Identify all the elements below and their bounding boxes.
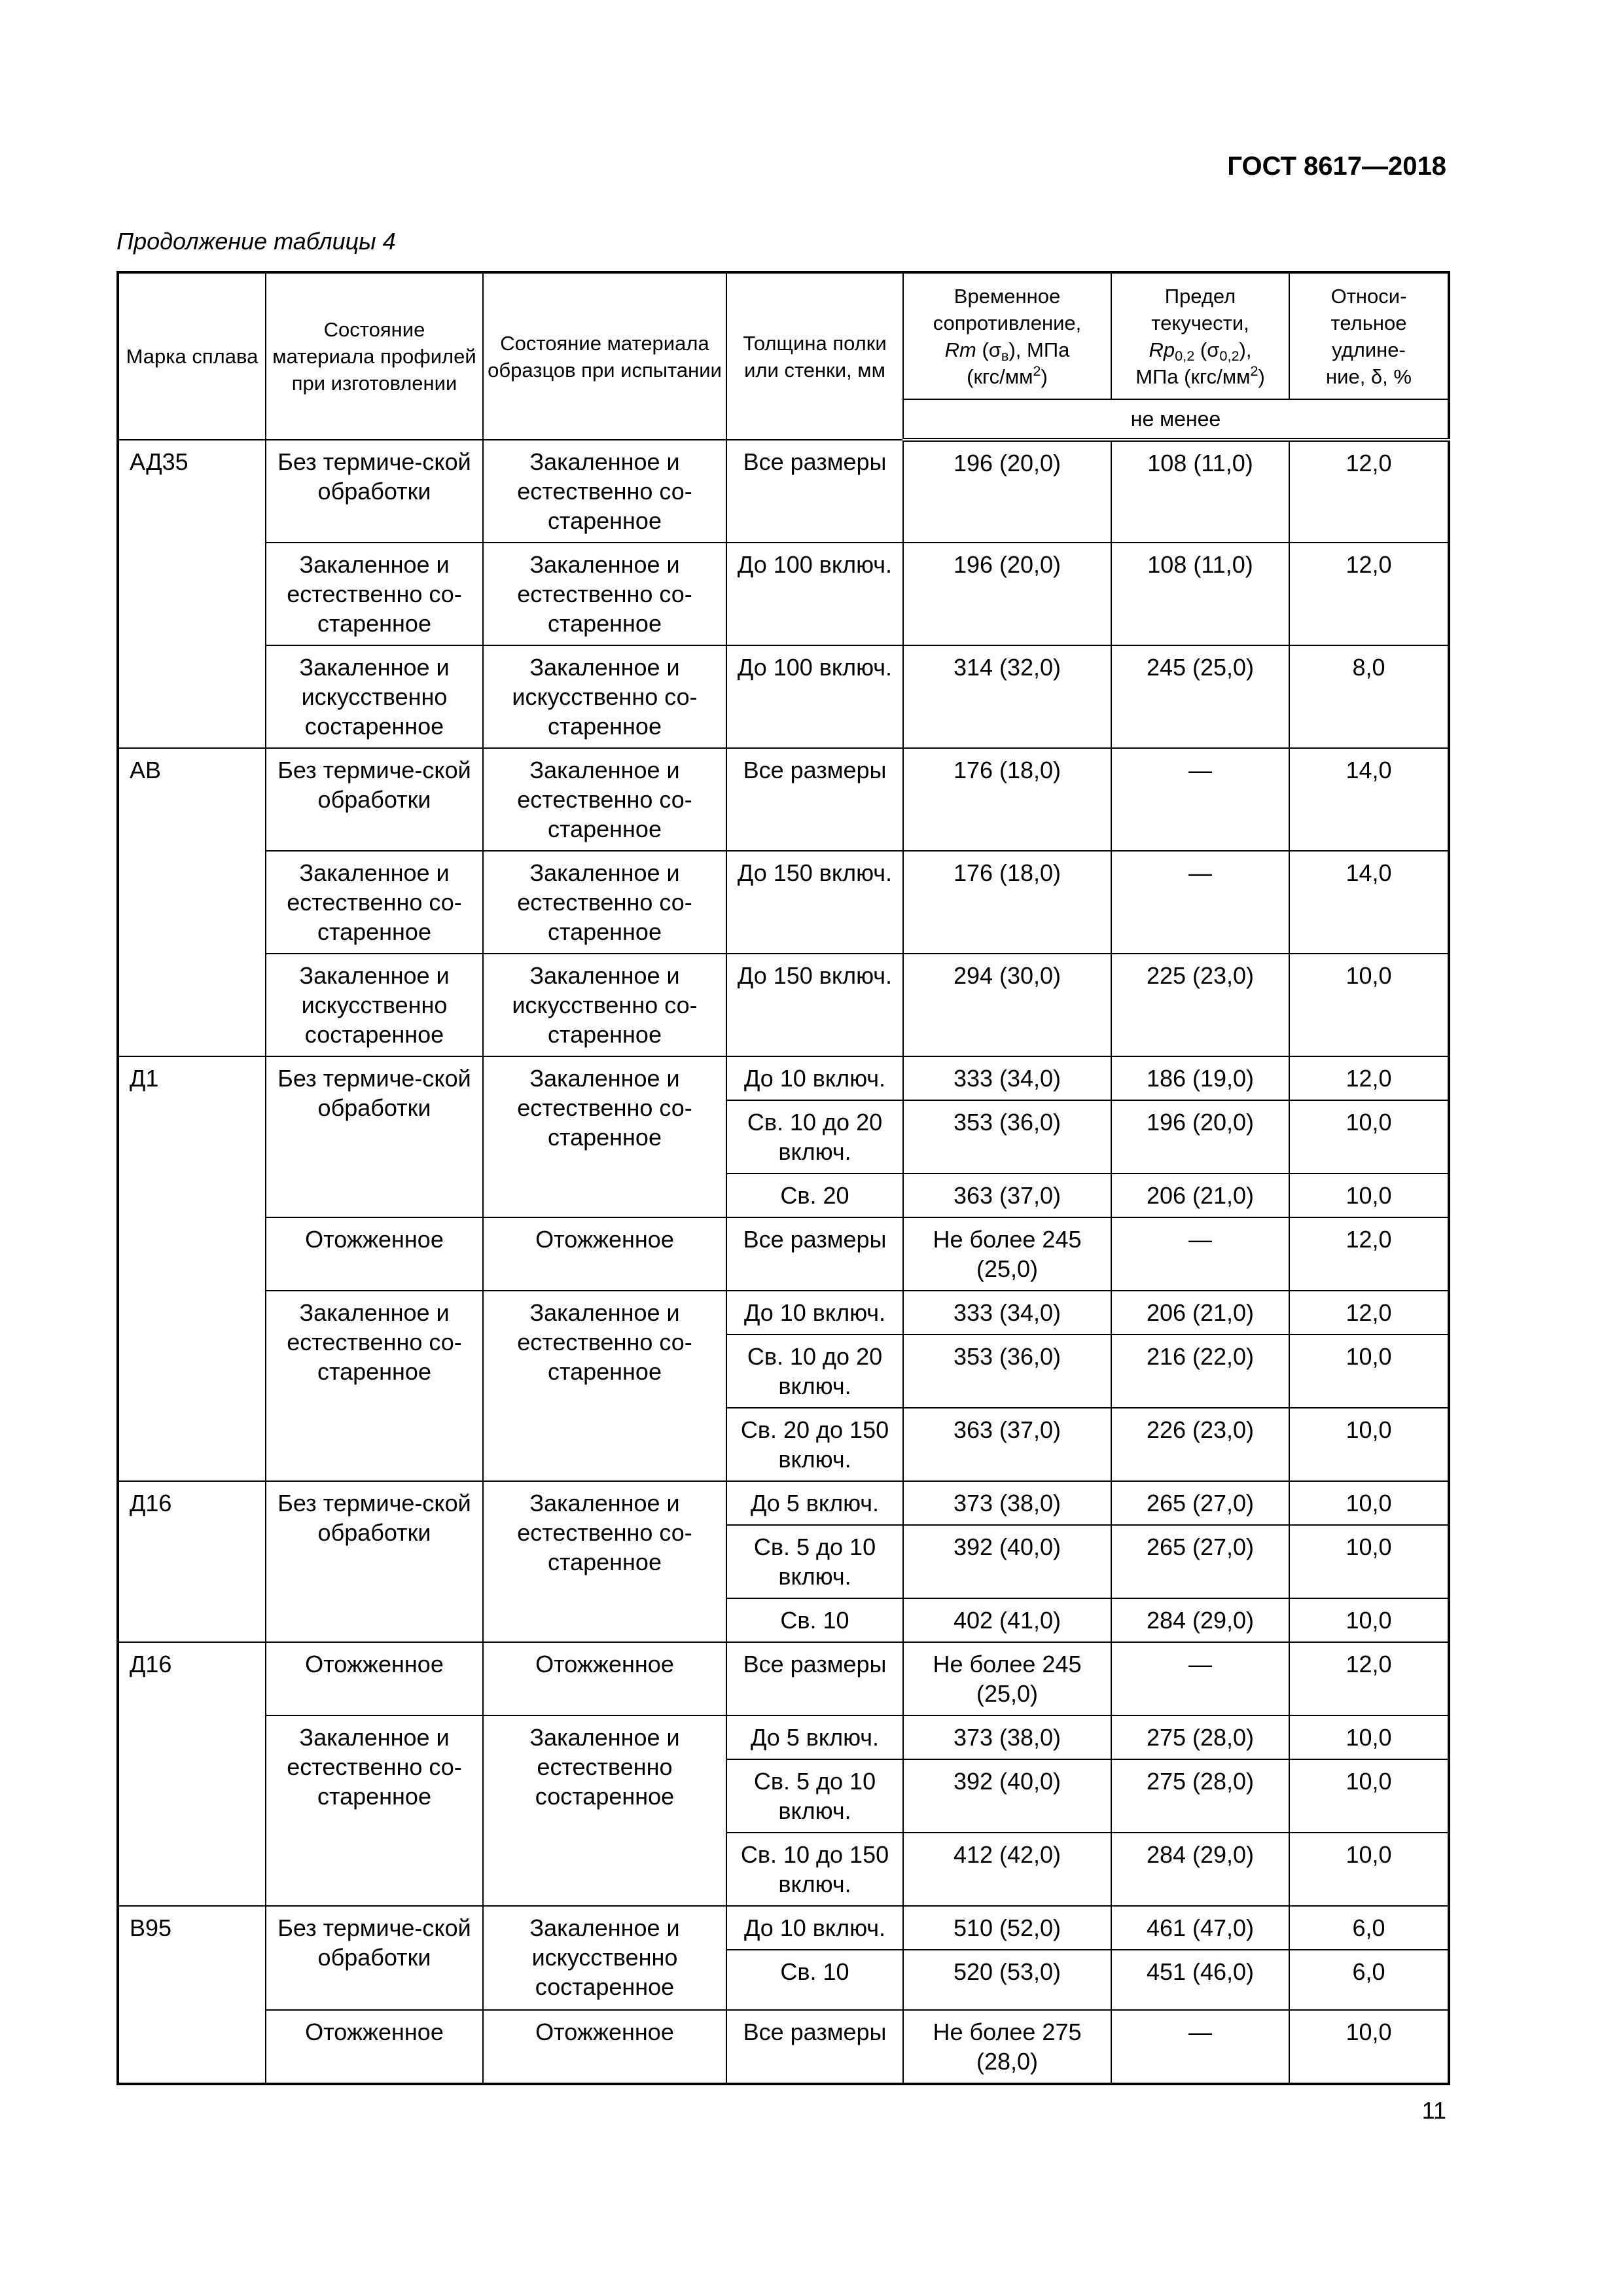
- cell-tensile: Не более 275 (28,0): [903, 2010, 1111, 2084]
- cell-elongation: 10,0: [1289, 1408, 1449, 1481]
- cell-elongation: 10,0: [1289, 1174, 1449, 1217]
- cell-tensile: 373 (38,0): [903, 1715, 1111, 1759]
- cell-yield: —: [1111, 2010, 1289, 2084]
- table-body: [118, 440, 1449, 2084]
- cell-elongation: 10,0: [1289, 2010, 1449, 2084]
- cell-tensile: 363 (37,0): [903, 1408, 1111, 1481]
- page-number: 11: [1421, 2097, 1446, 2124]
- cell-grade: АД35: [118, 440, 266, 748]
- cell-state-sample: Закаленное и искусственно со-старенное: [483, 645, 726, 748]
- cell-yield: 284 (29,0): [1111, 1598, 1289, 1642]
- cell-yield: 225 (23,0): [1111, 954, 1289, 1056]
- cell-thickness: До 150 включ.: [726, 851, 903, 954]
- cell-tensile: 392 (40,0): [903, 1759, 1111, 1833]
- cell-state-sample: Закаленное и искусственно со-старенное: [483, 954, 726, 1056]
- cell-yield: 108 (11,0): [1111, 543, 1289, 645]
- cell-elongation: 10,0: [1289, 1833, 1449, 1906]
- cell-yield: 461 (47,0): [1111, 1906, 1289, 1950]
- header-not-less: не менее: [903, 399, 1449, 440]
- cell-tensile: Не более 245 (25,0): [903, 1642, 1111, 1715]
- cell-tensile: 294 (30,0): [903, 954, 1111, 1056]
- cell-elongation: 10,0: [1289, 1100, 1449, 1174]
- cell-thickness: Св. 5 до 10 включ.: [726, 1525, 903, 1598]
- cell-elongation: 10,0: [1289, 1481, 1449, 1525]
- cell-elongation: 12,0: [1289, 440, 1449, 543]
- cell-thickness: Все размеры: [726, 1217, 903, 1291]
- header-yield-strength: Предел текучести, $Rp_{0,2}$ $(\sigma_{0,2})$, МПа $(кгс/мм^2)$: [1111, 272, 1289, 399]
- cell-tensile: 176 (18,0): [903, 748, 1111, 851]
- cell-state-profile: Закаленное и естественно со-старенное: [266, 1715, 483, 1906]
- cell-state-profile: Закаленное и естественно со-старенное: [266, 851, 483, 954]
- cell-thickness: Св. 5 до 10 включ.: [726, 1759, 903, 1833]
- cell-thickness: Все размеры: [726, 2010, 903, 2084]
- header-state-sample: Состояние материала образцов при испытании: [483, 272, 726, 440]
- cell-tensile: 333 (34,0): [903, 1056, 1111, 1100]
- cell-elongation: 10,0: [1289, 1335, 1449, 1408]
- cell-state-sample: Закаленное и искусственно состаренное: [483, 1906, 726, 2010]
- cell-state-sample: Отожженное: [483, 1642, 726, 1715]
- cell-thickness: Св. 10: [726, 1598, 903, 1642]
- cell-tensile: 314 (32,0): [903, 645, 1111, 748]
- cell-thickness: Св. 10 до 20 включ.: [726, 1335, 903, 1408]
- table-caption: Продолжение таблицы 4: [116, 228, 396, 255]
- cell-elongation: 12,0: [1289, 1056, 1449, 1100]
- cell-yield: 265 (27,0): [1111, 1525, 1289, 1598]
- cell-state-profile: Закаленное и естественно со-старенное: [266, 543, 483, 645]
- cell-state-profile: Без термиче-ской обработки: [266, 1056, 483, 1217]
- cell-tensile: 353 (36,0): [903, 1335, 1111, 1408]
- cell-tensile: 176 (18,0): [903, 851, 1111, 954]
- cell-tensile: 333 (34,0): [903, 1291, 1111, 1335]
- cell-thickness: Св. 10 до 150 включ.: [726, 1833, 903, 1906]
- cell-state-sample: Отожженное: [483, 1217, 726, 1291]
- cell-thickness: До 5 включ.: [726, 1715, 903, 1759]
- cell-grade: Д16: [118, 1642, 266, 1906]
- cell-elongation: 12,0: [1289, 1642, 1449, 1715]
- cell-elongation: 10,0: [1289, 1715, 1449, 1759]
- header-grade: Марка сплава: [118, 272, 266, 440]
- cell-elongation: 14,0: [1289, 748, 1449, 851]
- cell-yield: 451 (46,0): [1111, 1950, 1289, 2010]
- cell-yield: 284 (29,0): [1111, 1833, 1289, 1906]
- cell-state-profile: Без термиче-ской обработки: [266, 440, 483, 543]
- cell-elongation: 6,0: [1289, 1906, 1449, 1950]
- cell-state-profile: Закаленное и искусственно состаренное: [266, 954, 483, 1056]
- cell-state-sample: Отожженное: [483, 2010, 726, 2084]
- cell-yield: 108 (11,0): [1111, 440, 1289, 543]
- cell-state-sample: Закаленное и естественно со-старенное: [483, 851, 726, 954]
- cell-grade: Д16: [118, 1481, 266, 1642]
- cell-state-sample: Закаленное и естественно со-старенное: [483, 1291, 726, 1481]
- cell-tensile: 353 (36,0): [903, 1100, 1111, 1174]
- cell-elongation: 10,0: [1289, 1525, 1449, 1598]
- header-state-profile: Состояние материала профилей при изготовлении: [266, 272, 483, 440]
- cell-tensile: Не более 245 (25,0): [903, 1217, 1111, 1291]
- document-code: ГОСТ 8617—2018: [1227, 152, 1446, 181]
- cell-thickness: До 150 включ.: [726, 954, 903, 1056]
- cell-elongation: 6,0: [1289, 1950, 1449, 2010]
- cell-state-profile: Без термиче-ской обработки: [266, 748, 483, 851]
- cell-yield: —: [1111, 748, 1289, 851]
- cell-tensile: 412 (42,0): [903, 1833, 1111, 1906]
- cell-thickness: Все размеры: [726, 748, 903, 851]
- cell-tensile: 402 (41,0): [903, 1598, 1111, 1642]
- cell-thickness: До 10 включ.: [726, 1906, 903, 1950]
- cell-state-profile: Закаленное и искусственно состаренное: [266, 645, 483, 748]
- cell-tensile: 196 (20,0): [903, 543, 1111, 645]
- header-tensile-strength: Временное сопротивление, Rm $(\sigma_в)$, МПа $(кгс/мм^2)$: [903, 272, 1111, 399]
- cell-state-sample: Закаленное и естественно со-старенное: [483, 1481, 726, 1642]
- cell-yield: —: [1111, 1217, 1289, 1291]
- cell-state-profile: Закаленное и естественно со-старенное: [266, 1291, 483, 1481]
- cell-state-profile: Отожженное: [266, 1217, 483, 1291]
- cell-tensile: 520 (53,0): [903, 1950, 1111, 2010]
- cell-yield: 226 (23,0): [1111, 1408, 1289, 1481]
- cell-yield: 275 (28,0): [1111, 1759, 1289, 1833]
- cell-yield: 245 (25,0): [1111, 645, 1289, 748]
- cell-state-sample: Закаленное и естественно состаренное: [483, 1715, 726, 1906]
- cell-state-profile: Отожженное: [266, 1642, 483, 1715]
- cell-thickness: До 100 включ.: [726, 645, 903, 748]
- cell-elongation: 12,0: [1289, 1217, 1449, 1291]
- cell-elongation: 12,0: [1289, 1291, 1449, 1335]
- cell-tensile: 510 (52,0): [903, 1906, 1111, 1950]
- cell-elongation: 14,0: [1289, 851, 1449, 954]
- cell-thickness: Св. 20 до 150 включ.: [726, 1408, 903, 1481]
- cell-state-profile: Без термиче-ской обработки: [266, 1481, 483, 1642]
- cell-state-profile: Отожженное: [266, 2010, 483, 2084]
- cell-yield: 216 (22,0): [1111, 1335, 1289, 1408]
- cell-thickness: До 10 включ.: [726, 1056, 903, 1100]
- cell-state-sample: Закаленное и естественно со-старенное: [483, 543, 726, 645]
- cell-elongation: 10,0: [1289, 1598, 1449, 1642]
- header-thickness: Толщина полки или стенки, мм: [726, 272, 903, 440]
- cell-tensile: 373 (38,0): [903, 1481, 1111, 1525]
- cell-state-sample: Закаленное и естественно со-старенное: [483, 440, 726, 543]
- cell-thickness: Св. 10 до 20 включ.: [726, 1100, 903, 1174]
- cell-grade: В95: [118, 1906, 266, 2084]
- cell-state-profile: Без термиче-ской обработки: [266, 1906, 483, 2010]
- cell-yield: 186 (19,0): [1111, 1056, 1289, 1100]
- cell-elongation: 12,0: [1289, 543, 1449, 645]
- cell-grade: АВ: [118, 748, 266, 1056]
- cell-yield: —: [1111, 851, 1289, 954]
- header-elongation: Относи- тельное удлине- ние, δ, %: [1289, 272, 1449, 399]
- cell-thickness: Все размеры: [726, 440, 903, 543]
- cell-thickness: До 100 включ.: [726, 543, 903, 645]
- cell-yield: 196 (20,0): [1111, 1100, 1289, 1174]
- cell-thickness: Св. 10: [726, 1950, 903, 2010]
- cell-elongation: 10,0: [1289, 954, 1449, 1056]
- cell-tensile: 196 (20,0): [903, 440, 1111, 543]
- cell-elongation: 8,0: [1289, 645, 1449, 748]
- cell-tensile: 392 (40,0): [903, 1525, 1111, 1598]
- cell-elongation: 10,0: [1289, 1759, 1449, 1833]
- cell-thickness: До 10 включ.: [726, 1291, 903, 1335]
- cell-thickness: Св. 20: [726, 1174, 903, 1217]
- cell-thickness: До 5 включ.: [726, 1481, 903, 1525]
- cell-yield: 206 (21,0): [1111, 1174, 1289, 1217]
- cell-thickness: Все размеры: [726, 1642, 903, 1715]
- cell-tensile: 363 (37,0): [903, 1174, 1111, 1217]
- properties-table: [116, 271, 1450, 2085]
- cell-yield: 265 (27,0): [1111, 1481, 1289, 1525]
- cell-yield: 206 (21,0): [1111, 1291, 1289, 1335]
- cell-state-sample: Закаленное и естественно со-старенное: [483, 1056, 726, 1217]
- cell-grade: Д1: [118, 1056, 266, 1481]
- cell-yield: 275 (28,0): [1111, 1715, 1289, 1759]
- cell-state-sample: Закаленное и естественно со-старенное: [483, 748, 726, 851]
- cell-yield: —: [1111, 1642, 1289, 1715]
